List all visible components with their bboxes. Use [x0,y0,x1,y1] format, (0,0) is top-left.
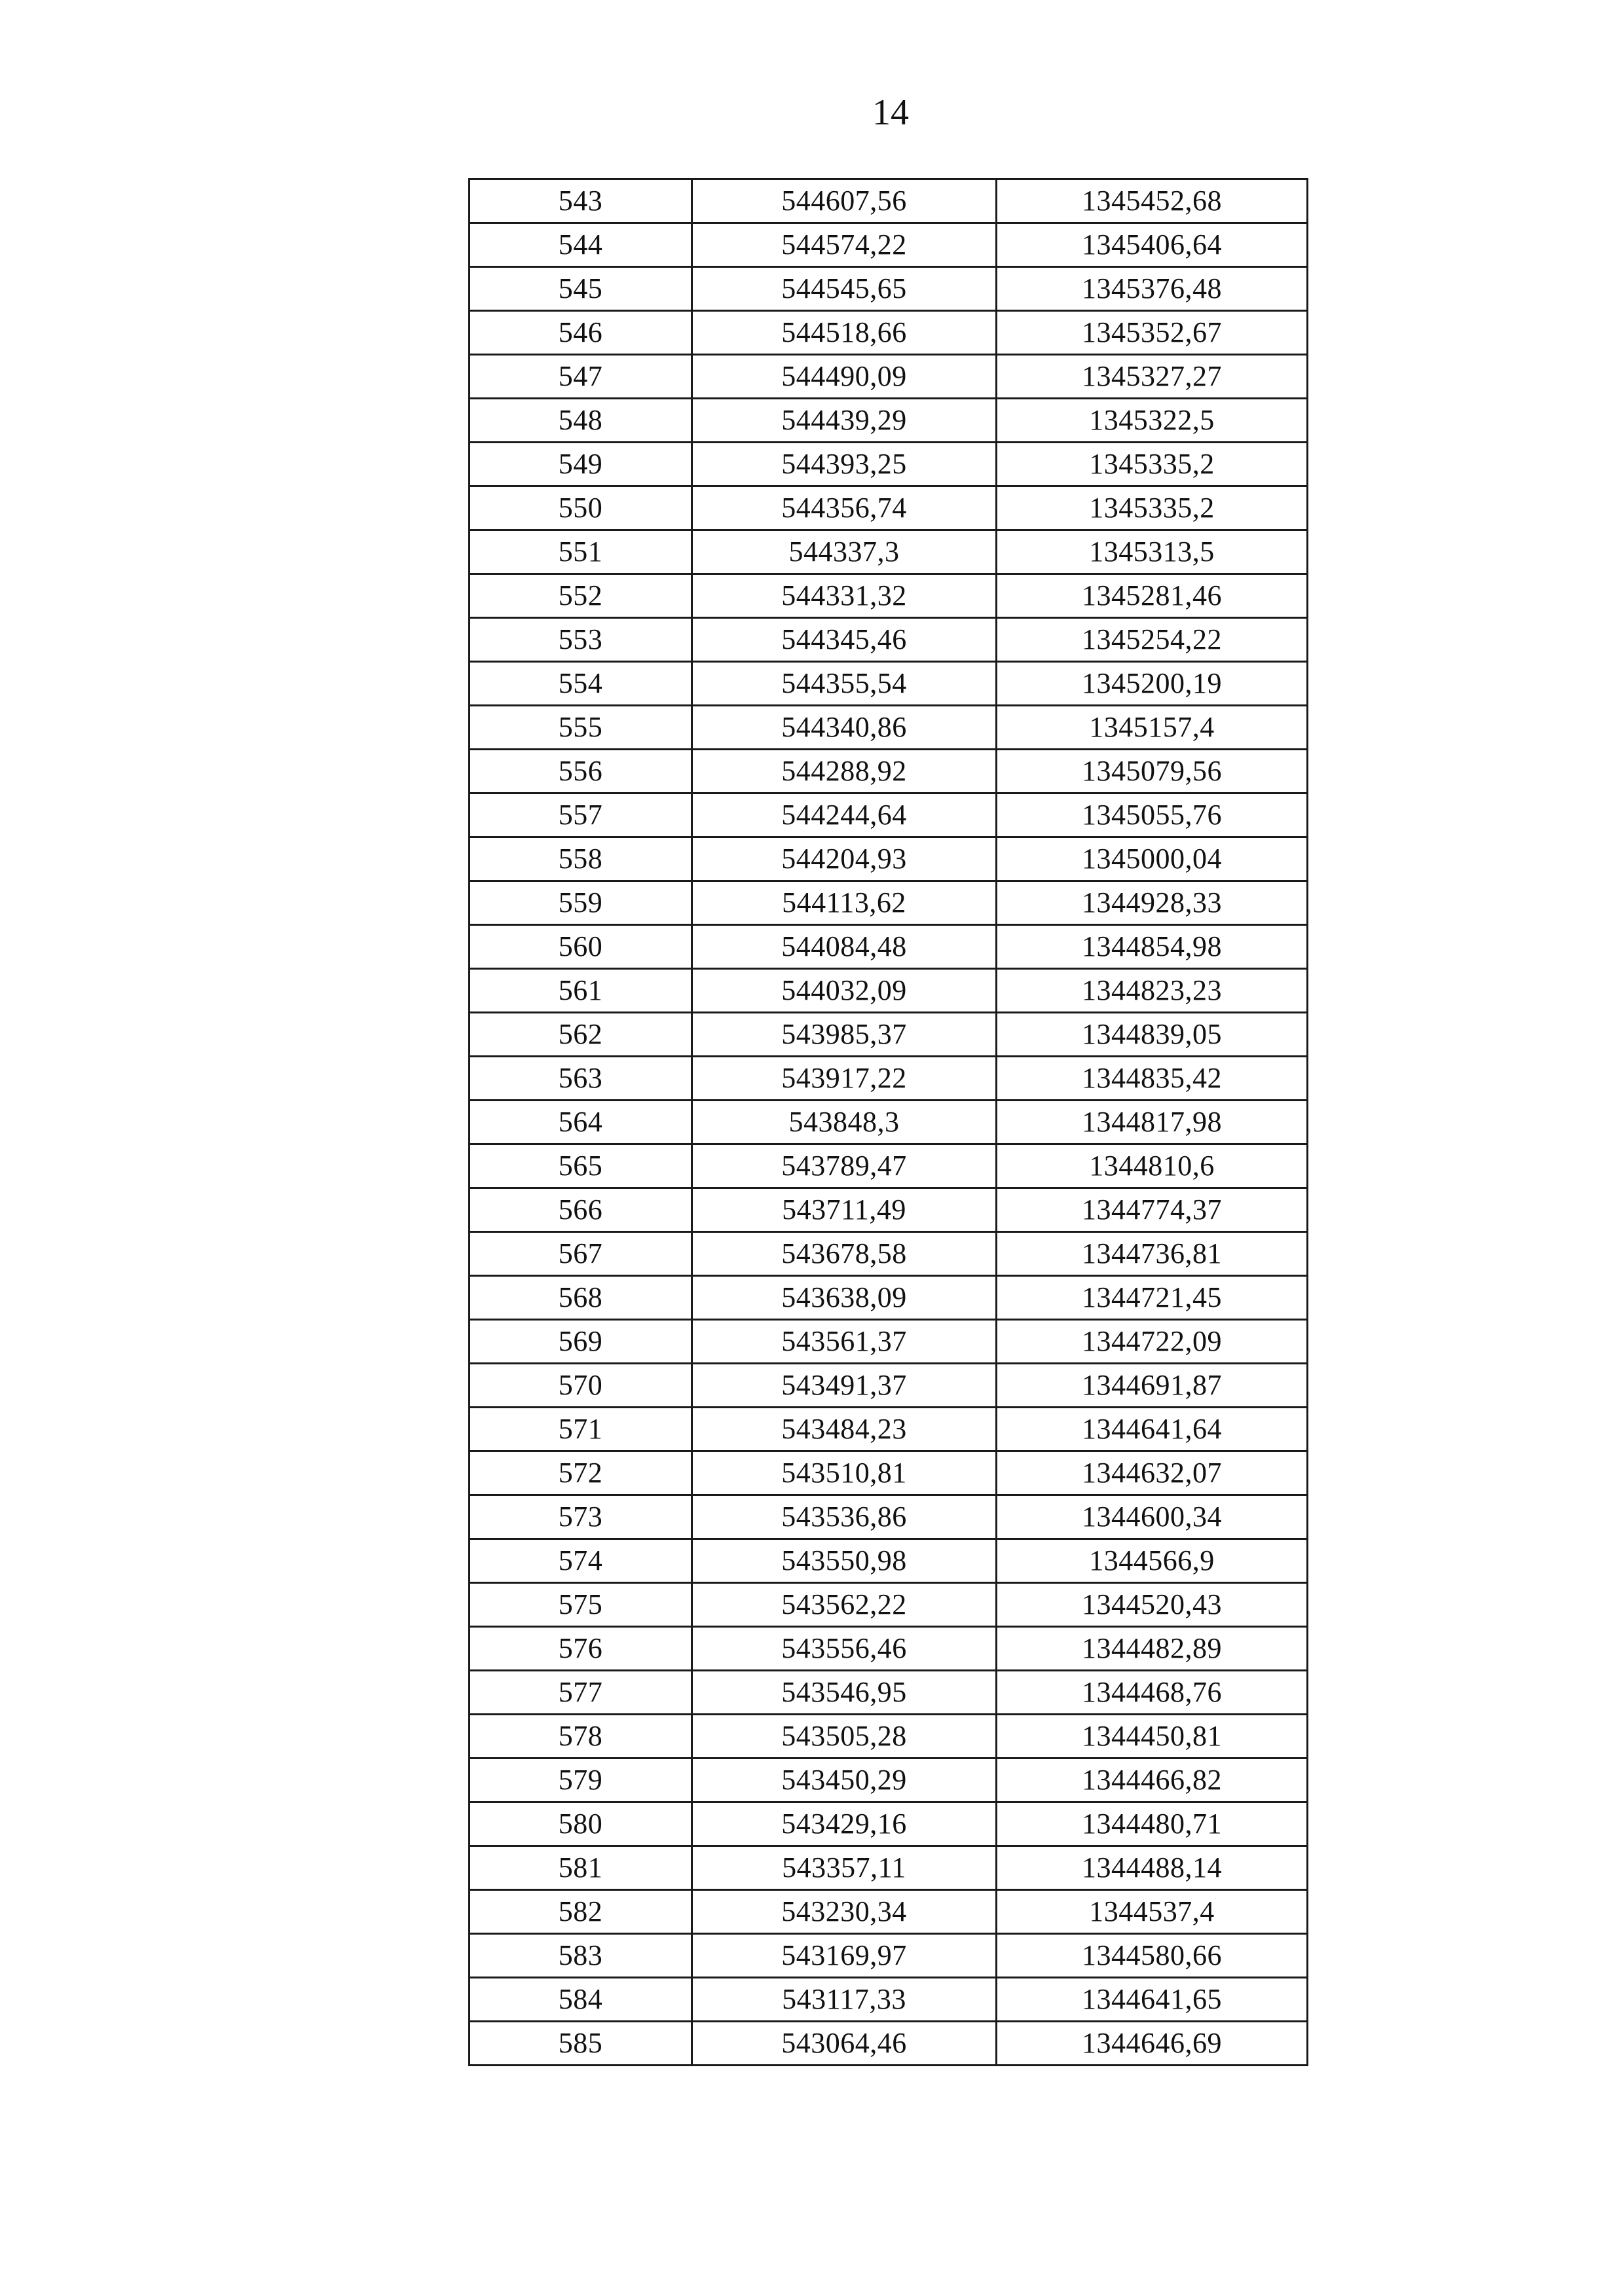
x-coordinate-cell: 543536,86 [692,1495,997,1539]
x-coordinate-cell: 543505,28 [692,1715,997,1758]
y-coordinate-cell: 1344691,87 [997,1364,1308,1408]
x-coordinate-cell: 544204,93 [692,837,997,881]
x-coordinate-cell: 543678,58 [692,1232,997,1276]
point-number-cell: 575 [470,1583,692,1627]
y-coordinate-cell: 1345157,4 [997,706,1308,750]
x-coordinate-cell: 543848,3 [692,1101,997,1144]
table-row [470,750,1308,793]
x-coordinate-cell: 544288,92 [692,750,997,793]
x-coordinate-cell: 544607,56 [692,179,997,223]
point-number-cell: 582 [470,1890,692,1934]
x-coordinate-cell: 544032,09 [692,969,997,1013]
y-coordinate-cell: 1344450,81 [997,1715,1308,1758]
point-number-cell: 570 [470,1364,692,1408]
x-coordinate-cell: 543510,81 [692,1451,997,1495]
x-coordinate-cell: 544439,29 [692,399,997,443]
point-number-cell: 556 [470,750,692,793]
point-number-cell: 550 [470,486,692,530]
point-number-cell: 554 [470,662,692,706]
table-row [470,1495,1308,1539]
table-row [470,1057,1308,1101]
y-coordinate-cell: 1345055,76 [997,793,1308,837]
table-row [470,1583,1308,1627]
x-coordinate-cell: 543450,29 [692,1758,997,1802]
x-coordinate-cell: 544084,48 [692,925,997,969]
y-coordinate-cell: 1344641,64 [997,1408,1308,1451]
point-number-cell: 585 [470,2022,692,2066]
x-coordinate-cell: 543562,22 [692,1583,997,1627]
table-row [470,399,1308,443]
x-coordinate-cell: 544356,74 [692,486,997,530]
x-coordinate-cell: 543064,46 [692,2022,997,2066]
y-coordinate-cell: 1344928,33 [997,881,1308,925]
x-coordinate-cell: 544574,22 [692,223,997,267]
y-coordinate-cell: 1344722,09 [997,1320,1308,1364]
table-row [470,662,1308,706]
x-coordinate-cell: 543789,47 [692,1144,997,1188]
table-row [470,1978,1308,2022]
x-coordinate-cell: 543230,34 [692,1890,997,1934]
point-number-cell: 574 [470,1539,692,1583]
page-number: 14 [872,92,909,133]
x-coordinate-cell: 543484,23 [692,1408,997,1451]
x-coordinate-cell: 544331,32 [692,574,997,618]
y-coordinate-cell: 1345313,5 [997,530,1308,574]
point-number-cell: 562 [470,1013,692,1057]
point-number-cell: 573 [470,1495,692,1539]
y-coordinate-cell: 1344835,42 [997,1057,1308,1101]
table-row [470,1934,1308,1978]
y-coordinate-cell: 1344839,05 [997,1013,1308,1057]
table-row [470,1758,1308,1802]
point-number-cell: 568 [470,1276,692,1320]
y-coordinate-cell: 1345376,48 [997,267,1308,311]
point-number-cell: 564 [470,1101,692,1144]
point-number-cell: 580 [470,1802,692,1846]
x-coordinate-cell: 543561,37 [692,1320,997,1364]
x-coordinate-cell: 544393,25 [692,443,997,486]
x-coordinate-cell: 544244,64 [692,793,997,837]
point-number-cell: 576 [470,1627,692,1671]
point-number-cell: 544 [470,223,692,267]
point-number-cell: 546 [470,311,692,355]
x-coordinate-cell: 544355,54 [692,662,997,706]
y-coordinate-cell: 1345254,22 [997,618,1308,662]
point-number-cell: 565 [470,1144,692,1188]
point-number-cell: 551 [470,530,692,574]
point-number-cell: 572 [470,1451,692,1495]
point-number-cell: 581 [470,1846,692,1890]
y-coordinate-cell: 1344468,76 [997,1671,1308,1715]
table-row [470,1364,1308,1408]
point-number-cell: 563 [470,1057,692,1101]
table-row [470,223,1308,267]
point-number-cell: 579 [470,1758,692,1802]
point-number-cell: 560 [470,925,692,969]
y-coordinate-cell: 1345322,5 [997,399,1308,443]
table-row [470,925,1308,969]
x-coordinate-cell: 543550,98 [692,1539,997,1583]
point-number-cell: 559 [470,881,692,925]
y-coordinate-cell: 1345200,19 [997,662,1308,706]
point-number-cell: 553 [470,618,692,662]
x-coordinate-cell: 544337,3 [692,530,997,574]
x-coordinate-cell: 544518,66 [692,311,997,355]
point-number-cell: 583 [470,1934,692,1978]
x-coordinate-cell: 543491,37 [692,1364,997,1408]
table-row [470,1671,1308,1715]
table-row [470,1627,1308,1671]
table-row [470,574,1308,618]
y-coordinate-cell: 1345406,64 [997,223,1308,267]
table-row [470,1408,1308,1451]
y-coordinate-cell: 1344480,71 [997,1802,1308,1846]
y-coordinate-cell: 1344774,37 [997,1188,1308,1232]
point-number-cell: 578 [470,1715,692,1758]
point-number-cell: 561 [470,969,692,1013]
y-coordinate-cell: 1345352,67 [997,311,1308,355]
point-number-cell: 584 [470,1978,692,2022]
table-row [470,1539,1308,1583]
y-coordinate-cell: 1345335,2 [997,443,1308,486]
y-coordinate-cell: 1345000,04 [997,837,1308,881]
y-coordinate-cell: 1344600,34 [997,1495,1308,1539]
point-number-cell: 545 [470,267,692,311]
coordinates-table-body [470,179,1308,2066]
table-row [470,530,1308,574]
y-coordinate-cell: 1344810,6 [997,1144,1308,1188]
table-row [470,1890,1308,1934]
point-number-cell: 543 [470,179,692,223]
y-coordinate-cell: 1344817,98 [997,1101,1308,1144]
x-coordinate-cell: 543357,11 [692,1846,997,1890]
y-coordinate-cell: 1344641,65 [997,1978,1308,2022]
y-coordinate-cell: 1344520,43 [997,1583,1308,1627]
y-coordinate-cell: 1345335,2 [997,486,1308,530]
point-number-cell: 577 [470,1671,692,1715]
x-coordinate-cell: 544345,46 [692,618,997,662]
x-coordinate-cell: 543638,09 [692,1276,997,1320]
table-row [470,1320,1308,1364]
x-coordinate-cell: 543546,95 [692,1671,997,1715]
table-row [470,1715,1308,1758]
table-row [470,837,1308,881]
y-coordinate-cell: 1345327,27 [997,355,1308,399]
x-coordinate-cell: 543985,37 [692,1013,997,1057]
table-row [470,179,1308,223]
y-coordinate-cell: 1344854,98 [997,925,1308,969]
y-coordinate-cell: 1344466,82 [997,1758,1308,1802]
y-coordinate-cell: 1344632,07 [997,1451,1308,1495]
x-coordinate-cell: 543169,97 [692,1934,997,1978]
table-row [470,1144,1308,1188]
table-row [470,618,1308,662]
point-number-cell: 567 [470,1232,692,1276]
table-row [470,355,1308,399]
point-number-cell: 571 [470,1408,692,1451]
point-number-cell: 548 [470,399,692,443]
table-row [470,1101,1308,1144]
table-row [470,1188,1308,1232]
point-number-cell: 547 [470,355,692,399]
x-coordinate-cell: 543429,16 [692,1802,997,1846]
table-row [470,1846,1308,1890]
table-row [470,1013,1308,1057]
y-coordinate-cell: 1344721,45 [997,1276,1308,1320]
y-coordinate-cell: 1344537,4 [997,1890,1308,1934]
y-coordinate-cell: 1344646,69 [997,2022,1308,2066]
x-coordinate-cell: 544340,86 [692,706,997,750]
y-coordinate-cell: 1344580,66 [997,1934,1308,1978]
point-number-cell: 566 [470,1188,692,1232]
point-number-cell: 555 [470,706,692,750]
table-row [470,1232,1308,1276]
point-number-cell: 569 [470,1320,692,1364]
table-row [470,1802,1308,1846]
table-row [470,793,1308,837]
table-row [470,1451,1308,1495]
point-number-cell: 552 [470,574,692,618]
point-number-cell: 549 [470,443,692,486]
x-coordinate-cell: 543917,22 [692,1057,997,1101]
x-coordinate-cell: 544490,09 [692,355,997,399]
table-row [470,267,1308,311]
y-coordinate-cell: 1345079,56 [997,750,1308,793]
coordinates-table [468,178,1308,2066]
table-row [470,969,1308,1013]
point-number-cell: 558 [470,837,692,881]
x-coordinate-cell: 543711,49 [692,1188,997,1232]
table-row [470,706,1308,750]
x-coordinate-cell: 544113,62 [692,881,997,925]
table-row [470,881,1308,925]
y-coordinate-cell: 1344488,14 [997,1846,1308,1890]
x-coordinate-cell: 543556,46 [692,1627,997,1671]
table-row [470,311,1308,355]
x-coordinate-cell: 543117,33 [692,1978,997,2022]
table-row [470,2022,1308,2066]
point-number-cell: 557 [470,793,692,837]
y-coordinate-cell: 1344823,23 [997,969,1308,1013]
y-coordinate-cell: 1345281,46 [997,574,1308,618]
table-row [470,1276,1308,1320]
y-coordinate-cell: 1344482,89 [997,1627,1308,1671]
y-coordinate-cell: 1344566,9 [997,1539,1308,1583]
y-coordinate-cell: 1345452,68 [997,179,1308,223]
table-row [470,486,1308,530]
x-coordinate-cell: 544545,65 [692,267,997,311]
y-coordinate-cell: 1344736,81 [997,1232,1308,1276]
table-row [470,443,1308,486]
